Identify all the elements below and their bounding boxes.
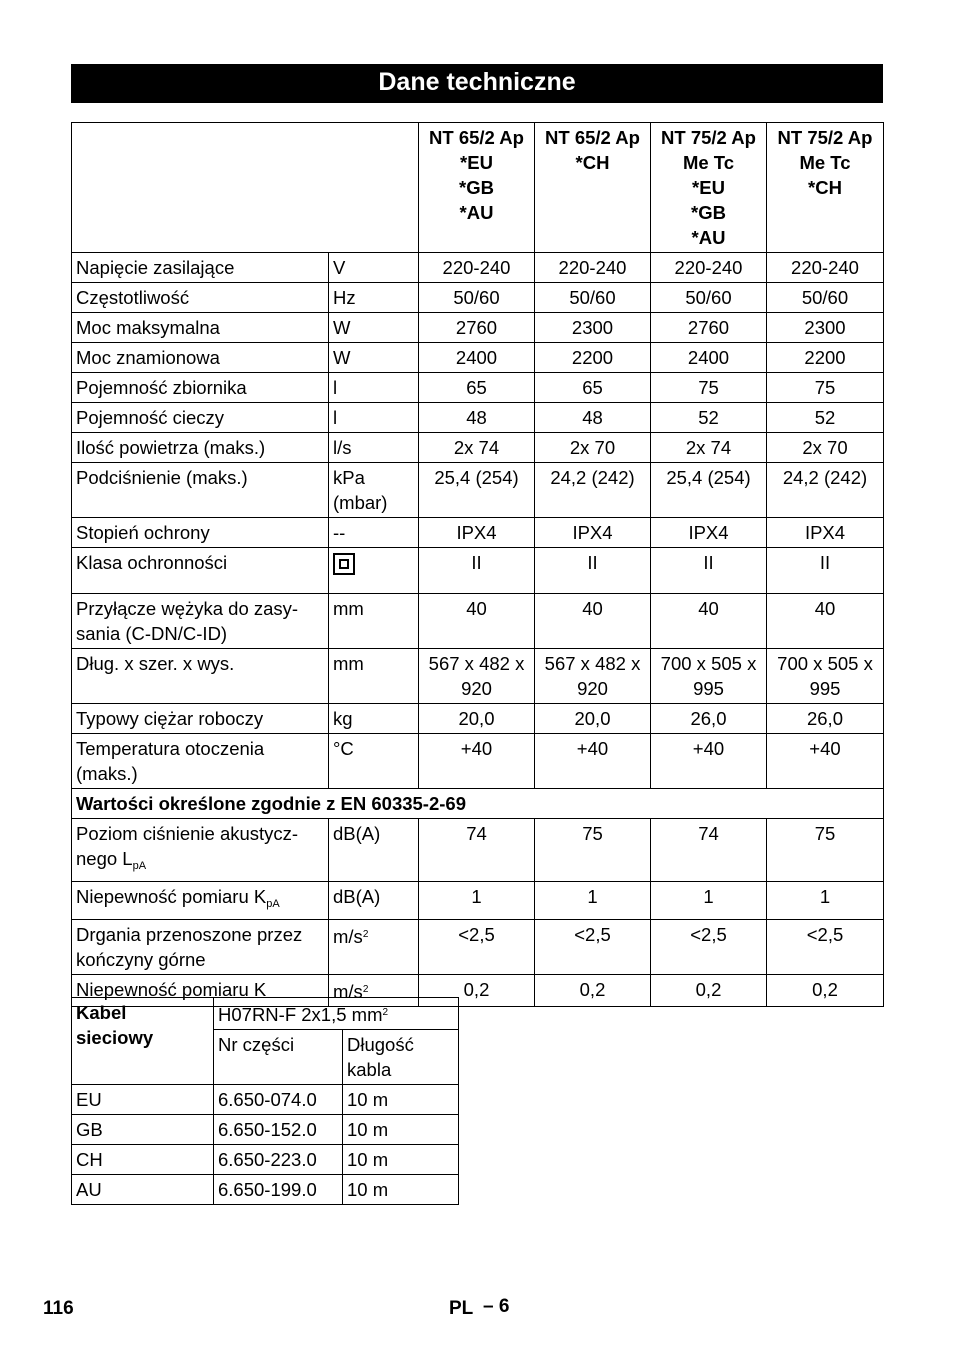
spec-value: 74 (651, 819, 767, 882)
spec-value: 48 (419, 403, 535, 433)
spec-label: Moc maksymalna (72, 313, 329, 343)
spec-label: Ilość powietrza (maks.) (72, 433, 329, 463)
spec-value: 25,4 (254) (419, 463, 535, 518)
model-header: NT 75/2 Ap Me Tc *EU *GB *AU (651, 123, 767, 253)
spec-value: 0,2 (767, 975, 884, 1007)
spec-value: 52 (651, 403, 767, 433)
spec-value: 48 (535, 403, 651, 433)
cable-region: AU (72, 1175, 214, 1205)
spec-value: 50/60 (651, 283, 767, 313)
spec-value: 2400 (419, 343, 535, 373)
spec-label: Przyłącze wężyka do zasy- sania (C-DN/C-ID) (72, 594, 329, 649)
spec-value: 26,0 (767, 704, 884, 734)
spec-unit: kPa (mbar) (329, 463, 419, 518)
spec-unit: kg (329, 704, 419, 734)
table-row (72, 920, 884, 975)
spec-value: 40 (535, 594, 651, 649)
spec-value: 2x 70 (767, 433, 884, 463)
protection-class-ii-icon (333, 553, 355, 575)
table-row (72, 548, 884, 594)
spec-value: <2,5 (651, 920, 767, 975)
spec-unit: W (329, 343, 419, 373)
page-number: 116 (43, 1298, 74, 1319)
spec-label: Typowy ciężar roboczy (72, 704, 329, 734)
spec-value: 74 (419, 819, 535, 882)
spec-label: Temperatura otoczenia (maks.) (72, 734, 329, 789)
table-row (72, 819, 884, 882)
spec-value: 40 (767, 594, 884, 649)
spec-value: +40 (419, 734, 535, 789)
power-cable-table (71, 997, 459, 1205)
spec-value: 220-240 (767, 253, 884, 283)
spec-value: 700 x 505 x 995 (651, 649, 767, 704)
spec-label: Dług. x szer. x wys. (72, 649, 329, 704)
spec-value: 2300 (767, 313, 884, 343)
spec-value: 24,2 (242) (535, 463, 651, 518)
cable-length: 10 m (343, 1175, 459, 1205)
table-row (72, 594, 884, 649)
spec-value: 2760 (419, 313, 535, 343)
section-heading: Wartości określone zgodnie z EN 60335-2-69 (72, 789, 884, 819)
spec-value: <2,5 (767, 920, 884, 975)
table-row (72, 1145, 459, 1175)
spec-unit: $m/s^2$ (329, 920, 419, 975)
spec-value: 1 (651, 882, 767, 920)
spec-value: 65 (419, 373, 535, 403)
cable-header-row (72, 998, 459, 1030)
spec-unit (329, 548, 419, 594)
spec-label: Podciśnienie (maks.) (72, 463, 329, 518)
spec-value: 75 (767, 373, 884, 403)
table-row (72, 253, 884, 283)
spec-value: 0,2 (419, 975, 535, 1007)
col-cable-length: Długość kabla (343, 1030, 459, 1085)
table-row (72, 373, 884, 403)
spec-value: +40 (767, 734, 884, 789)
header-blank-cell (72, 123, 419, 253)
spec-label: Poziom ciśnienie akustycz- nego $L_{pA}$ (72, 819, 329, 882)
spec-value: IPX4 (767, 518, 884, 548)
table-row (72, 283, 884, 313)
spec-unit: mm (329, 649, 419, 704)
spec-unit: Hz (329, 283, 419, 313)
spec-label: Klasa ochronności (72, 548, 329, 594)
spec-value: <2,5 (535, 920, 651, 975)
spec-value: 1 (535, 882, 651, 920)
spec-value: <2,5 (419, 920, 535, 975)
spec-value: 2760 (651, 313, 767, 343)
spec-unit: W (329, 313, 419, 343)
model-header: NT 75/2 Ap Me Tc *CH (767, 123, 884, 253)
spec-value: IPX4 (535, 518, 651, 548)
footer-language: PL (449, 1298, 474, 1319)
cable-type: H07RN-F 2x1,5 $mm^2$ (214, 998, 459, 1030)
spec-value: 2200 (535, 343, 651, 373)
header-row (72, 123, 884, 253)
spec-value: 700 x 505 x 995 (767, 649, 884, 704)
spec-value: 75 (535, 819, 651, 882)
spec-unit: dB(A) (329, 819, 419, 882)
spec-label: Częstotliwość (72, 283, 329, 313)
spec-unit: mm (329, 594, 419, 649)
spec-label: Stopień ochrony (72, 518, 329, 548)
spec-label: Moc znamionowa (72, 343, 329, 373)
spec-value: 50/60 (535, 283, 651, 313)
spec-label: Drgania przenoszone przez kończyny górne (72, 920, 329, 975)
section-row (72, 789, 884, 819)
spec-value: II (535, 548, 651, 594)
spec-value: II (767, 548, 884, 594)
spec-value: 1 (767, 882, 884, 920)
table-row (72, 1175, 459, 1205)
cable-part: 6.650-074.0 (214, 1085, 343, 1115)
spec-value: 567 x 482 x 920 (419, 649, 535, 704)
cable-part: 6.650-199.0 (214, 1175, 343, 1205)
spec-value: 20,0 (419, 704, 535, 734)
spec-unit: dB(A) (329, 882, 419, 920)
cable-region: GB (72, 1115, 214, 1145)
table-row (72, 1115, 459, 1145)
spec-unit: V (329, 253, 419, 283)
spec-value: 220-240 (535, 253, 651, 283)
spec-value: 220-240 (651, 253, 767, 283)
spec-value: 40 (651, 594, 767, 649)
spec-label: Niepewność pomiaru $K_{pA}$ (72, 882, 329, 920)
spec-value: 26,0 (651, 704, 767, 734)
spec-value: 65 (535, 373, 651, 403)
spec-value: 75 (767, 819, 884, 882)
table-row (72, 463, 884, 518)
cable-heading: Kabel sieciowy (72, 998, 214, 1085)
spec-value: IPX4 (651, 518, 767, 548)
spec-value: 2x 74 (651, 433, 767, 463)
spec-label: Napięcie zasilające (72, 253, 329, 283)
col-part-number: Nr części (214, 1030, 343, 1085)
cable-region: CH (72, 1145, 214, 1175)
cable-region: EU (72, 1085, 214, 1115)
cable-part: 6.650-223.0 (214, 1145, 343, 1175)
spec-value: 567 x 482 x 920 (535, 649, 651, 704)
spec-value: 20,0 (535, 704, 651, 734)
spec-unit: $m/s^2$ (329, 975, 419, 1007)
spec-value: 0,2 (535, 975, 651, 1007)
spec-value: 2x 70 (535, 433, 651, 463)
spec-value: +40 (535, 734, 651, 789)
footer-section-page: – 6 (483, 1296, 510, 1317)
cable-length: 10 m (343, 1115, 459, 1145)
spec-value: 40 (419, 594, 535, 649)
spec-value: II (651, 548, 767, 594)
table-row (72, 343, 884, 373)
spec-label: Pojemność cieczy (72, 403, 329, 433)
table-row (72, 518, 884, 548)
spec-value: II (419, 548, 535, 594)
spec-label: Pojemność zbiornika (72, 373, 329, 403)
spec-value: IPX4 (419, 518, 535, 548)
spec-unit: °C (329, 734, 419, 789)
spec-value: 0,2 (651, 975, 767, 1007)
table-row (72, 403, 884, 433)
table-row (72, 734, 884, 789)
spec-value: 2400 (651, 343, 767, 373)
spec-value: 50/60 (767, 283, 884, 313)
spec-unit: -- (329, 518, 419, 548)
cable-length: 10 m (343, 1145, 459, 1175)
spec-value: 2x 74 (419, 433, 535, 463)
model-header: NT 65/2 Ap *CH (535, 123, 651, 253)
spec-value: 50/60 (419, 283, 535, 313)
spec-unit: l (329, 373, 419, 403)
spec-unit: l (329, 403, 419, 433)
cable-part: 6.650-152.0 (214, 1115, 343, 1145)
spec-value: 25,4 (254) (651, 463, 767, 518)
spec-value: 2200 (767, 343, 884, 373)
table-row (72, 649, 884, 704)
table-row (72, 1085, 459, 1115)
spec-value: 1 (419, 882, 535, 920)
spec-label: Niepewność pomiaru K (72, 975, 329, 1007)
table-row (72, 704, 884, 734)
spec-value: +40 (651, 734, 767, 789)
spec-value: 24,2 (242) (767, 463, 884, 518)
table-row (72, 313, 884, 343)
cable-length: 10 m (343, 1085, 459, 1115)
spec-value: 2300 (535, 313, 651, 343)
technical-data-table (71, 122, 884, 1007)
table-row (72, 882, 884, 920)
page-title: Dane techniczne (71, 64, 883, 103)
spec-value: 75 (651, 373, 767, 403)
spec-value: 52 (767, 403, 884, 433)
spec-unit: l/s (329, 433, 419, 463)
table-row (72, 433, 884, 463)
spec-value: 220-240 (419, 253, 535, 283)
model-header: NT 65/2 Ap *EU *GB *AU (419, 123, 535, 253)
